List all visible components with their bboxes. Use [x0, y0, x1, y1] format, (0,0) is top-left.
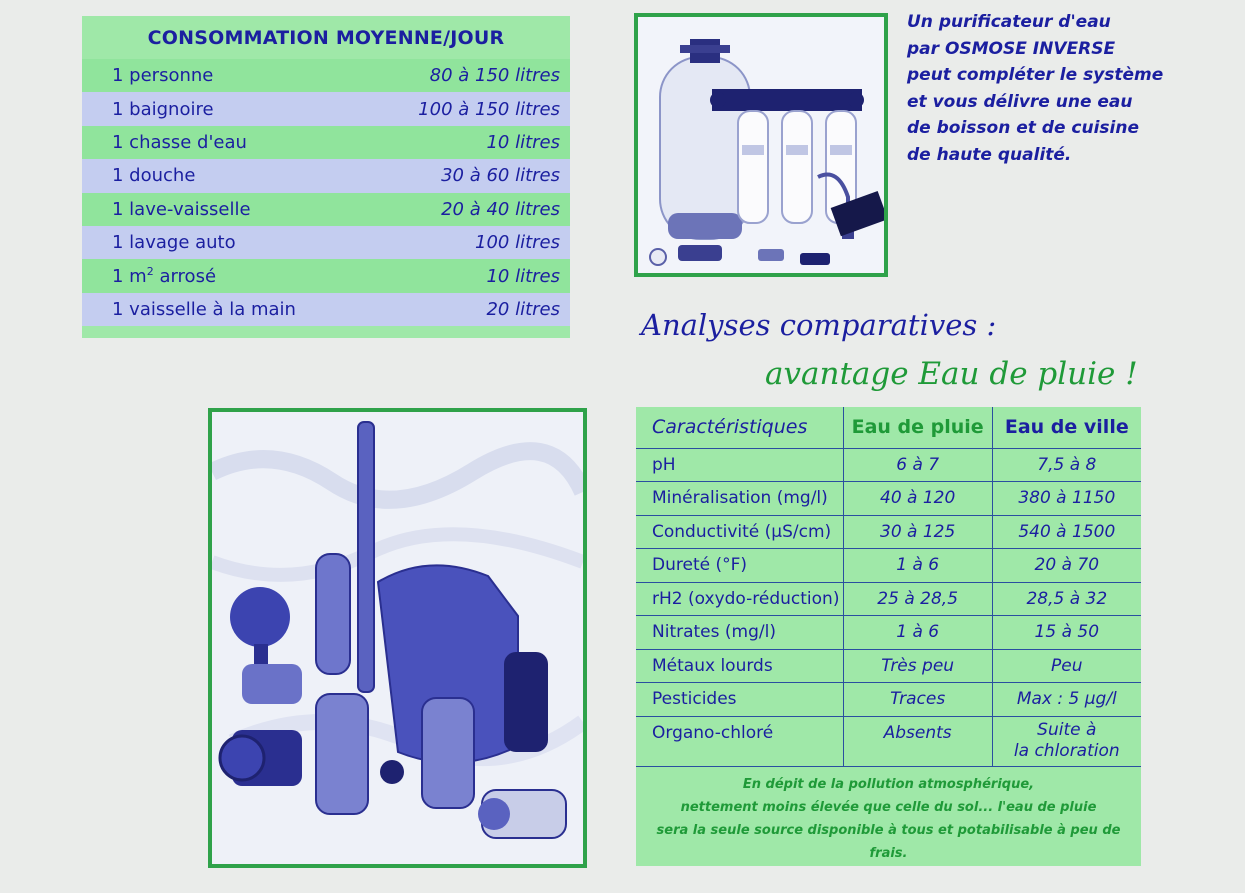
pumps-photo [208, 408, 587, 868]
row-item: 1 personne [112, 65, 214, 87]
note-line: sera la seule source disponible à tous et potabilisable à peu de frais. [656, 823, 1121, 861]
row-item: 1 chasse d'eau [112, 131, 247, 153]
row-label: Pesticides [636, 683, 843, 717]
city-value-line: la chloration [1013, 741, 1120, 761]
row-value: 100 à 150 litres [418, 98, 560, 120]
header-characteristics: Caractéristiques [636, 407, 843, 448]
table-row [82, 293, 570, 326]
table-row [636, 683, 1141, 717]
city-value: 540 à 1500 [992, 515, 1141, 549]
consommation-title: CONSOMMATION MOYENNE/JOUR [147, 26, 505, 49]
table-row [636, 448, 1141, 482]
table-row [636, 582, 1141, 616]
row-item: 1 lave-vaisselle [112, 198, 251, 220]
row-value: 30 à 60 litres [441, 165, 560, 187]
comparison-table [636, 407, 1141, 767]
pollution-note [636, 772, 1141, 866]
caption-line: peut compléter le système [907, 65, 1164, 85]
rain-value: 1 à 6 [843, 549, 992, 583]
city-value: 15 à 50 [992, 616, 1141, 650]
rain-value: Traces [843, 683, 992, 717]
consommation-table [82, 16, 570, 338]
purifier-illustration [638, 17, 884, 273]
table-row [636, 616, 1141, 650]
row-value: 10 litres [486, 131, 560, 153]
note-line: nettement moins élevée que celle du sol... l'eau de pluie [680, 800, 1097, 815]
caption-line: par OSMOSE INVERSE [907, 38, 1116, 59]
row-label: Nitrates (mg/l) [636, 616, 843, 650]
caption-line: et vous délivre une eau [907, 91, 1133, 112]
table-row [82, 159, 570, 192]
note-line: En dépit de la pollution atmosphérique, [742, 777, 1035, 792]
caption-line: Un purificateur d'eau [907, 12, 1111, 32]
city-value: 380 à 1150 [992, 482, 1141, 516]
city-value: Max : 5 µg/l [992, 683, 1141, 717]
row-value: 20 litres [486, 298, 560, 320]
table-row [82, 59, 570, 92]
row-label: Organo-chloré [636, 716, 843, 766]
city-value: 7,5 à 8 [992, 448, 1141, 482]
heading-analyses: Analyses comparatives : [641, 308, 997, 342]
rain-value: Absents [843, 716, 992, 766]
row-label: Minéralisation (mg/l) [636, 482, 843, 516]
rain-value: 6 à 7 [843, 448, 992, 482]
city-value: Peu [992, 649, 1141, 683]
table-header-row [636, 407, 1141, 448]
pumps-illustration [212, 412, 583, 864]
row-item [112, 265, 216, 287]
city-value-line: Suite à [1037, 720, 1097, 740]
city-value: 20 à 70 [992, 549, 1141, 583]
table-row [82, 126, 570, 159]
row-label: rH2 (oxydo-réduction) [636, 582, 843, 616]
rain-value: Très peu [843, 649, 992, 683]
table-row [82, 259, 570, 292]
table-row [636, 549, 1141, 583]
table-row [82, 193, 570, 226]
row-item: 1 baignoire [112, 98, 214, 120]
row-value: 80 à 150 litres [429, 65, 560, 87]
rain-value: 30 à 125 [843, 515, 992, 549]
row-label: Dureté (°F) [636, 549, 843, 583]
analyses-table [636, 407, 1141, 866]
table-row [636, 482, 1141, 516]
heading-avantage: avantage Eau de pluie ! [765, 356, 1138, 392]
purifier-caption [907, 9, 1207, 168]
table-row [82, 92, 570, 125]
row-label: Métaux lourds [636, 649, 843, 683]
table-row [636, 716, 1141, 766]
rain-value: 40 à 120 [843, 482, 992, 516]
row-label: Conductivité (µS/cm) [636, 515, 843, 549]
caption-line: de haute qualité. [907, 144, 1072, 165]
row-item-superscript: 2 [146, 265, 154, 279]
table-row [636, 649, 1141, 683]
water-purifier-photo [634, 13, 888, 277]
table-row [636, 515, 1141, 549]
header-rain-water: Eau de pluie [843, 407, 992, 448]
row-value: 20 à 40 litres [441, 198, 560, 220]
row-item: 1 lavage auto [112, 232, 236, 254]
row-value: 10 litres [486, 265, 560, 287]
table-row [82, 226, 570, 259]
rain-value: 1 à 6 [843, 616, 992, 650]
row-item: 1 vaisselle à la main [112, 298, 296, 320]
rain-value: 25 à 28,5 [843, 582, 992, 616]
row-value: 100 litres [475, 232, 560, 254]
row-item-suffix: arrosé [153, 266, 217, 288]
city-value: 28,5 à 32 [992, 582, 1141, 616]
city-value [992, 716, 1141, 766]
header-city-water: Eau de ville [992, 407, 1141, 448]
row-item-prefix: 1 m [112, 266, 147, 288]
caption-line: de boisson et de cuisine [907, 118, 1140, 138]
row-item: 1 douche [112, 165, 196, 187]
row-label: pH [636, 448, 843, 482]
